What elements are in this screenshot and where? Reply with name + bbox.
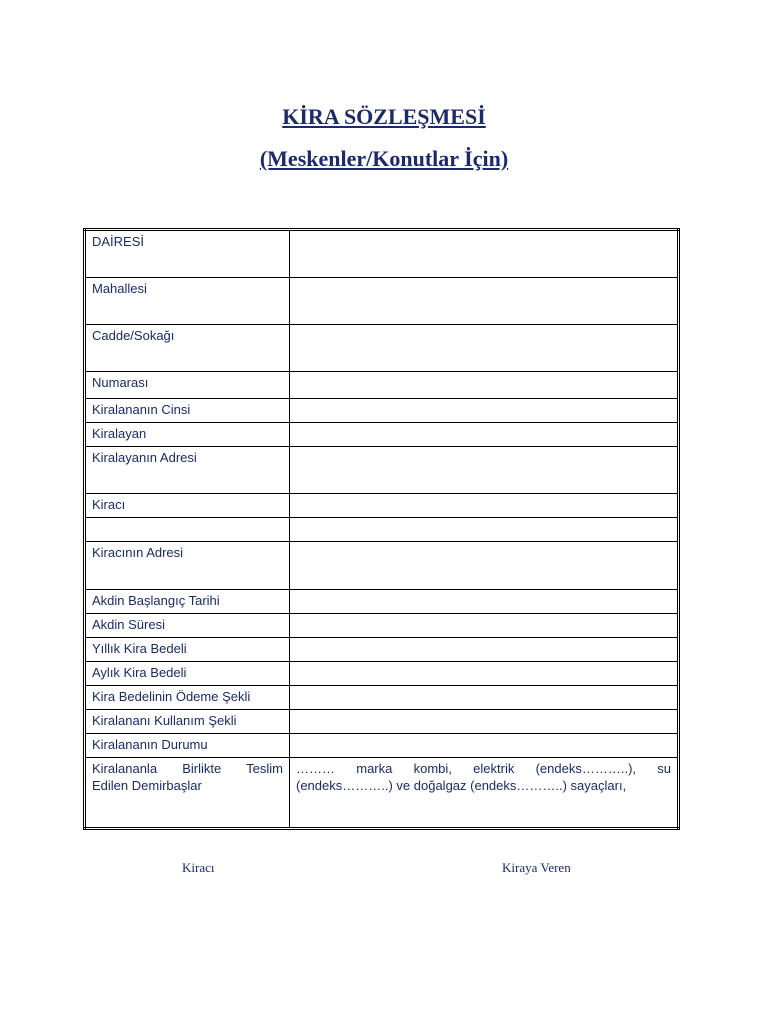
signature-tenant: Kiracı [182,860,215,875]
table-row [85,447,679,494]
row-value [290,542,679,590]
row-value [290,590,679,614]
table-row [85,614,679,638]
row-value [290,686,679,710]
label-line: Kiralananla Birlikte Teslim [92,761,283,776]
table-row [85,399,679,423]
row-label: Kiralayan [85,423,290,447]
table-row [85,638,679,662]
row-label: DAİRESİ [85,230,290,278]
table-row [85,542,679,590]
row-label: Yıllık Kira Bedeli [85,638,290,662]
label-line: Edilen Demirbaşlar [92,778,202,793]
row-value [290,734,679,758]
row-value [290,399,679,423]
row-label: Akdin Başlangıç Tarihi [85,590,290,614]
table-row [85,710,679,734]
row-value [290,230,679,278]
row-value [290,638,679,662]
row-label: Cadde/Sokağı [85,325,290,372]
table-row [85,372,679,399]
row-value [290,614,679,638]
row-value [290,325,679,372]
table-row [85,278,679,325]
row-label: Kiracının Adresi [85,542,290,590]
row-label: Kiralananın Durumu [85,734,290,758]
row-value [290,518,679,542]
table-row [85,686,679,710]
row-value [290,758,679,829]
row-value [290,494,679,518]
table-row [85,325,679,372]
table-row [85,734,679,758]
row-label: Akdin Süresi [85,614,290,638]
row-value [290,710,679,734]
table-row [85,590,679,614]
value-line: (endeks………..) ve doğalgaz (endeks………..) sayaçları, [296,778,627,793]
row-label [85,758,290,829]
row-label: Kiralananı Kullanım Şekli [85,710,290,734]
row-label: Kiralananın Cinsi [85,399,290,423]
signature-landlord: Kiraya Veren [502,860,571,875]
row-value [290,372,679,399]
row-label: Mahallesi [85,278,290,325]
row-value [290,447,679,494]
table-row [85,662,679,686]
row-label [85,518,290,542]
table-row [85,494,679,518]
table-row [85,423,679,447]
row-label: Kiralayanın Adresi [85,447,290,494]
row-value [290,278,679,325]
table-row-demirbaslar [85,758,679,829]
row-label: Numarası [85,372,290,399]
table-row [85,518,679,542]
row-label: Aylık Kira Bedeli [85,662,290,686]
document-title: KİRA SÖZLEŞMESİ [282,104,486,129]
value-line: ……… marka kombi, elektrik (endeks………..), su [296,761,671,776]
table-row [85,230,679,278]
row-value [290,662,679,686]
contract-form-table [83,228,680,830]
row-label: Kira Bedelinin Ödeme Şekli [85,686,290,710]
document-subtitle: (Meskenler/Konutlar İçin) [259,146,509,171]
row-value [290,423,679,447]
row-label: Kiracı [85,494,290,518]
